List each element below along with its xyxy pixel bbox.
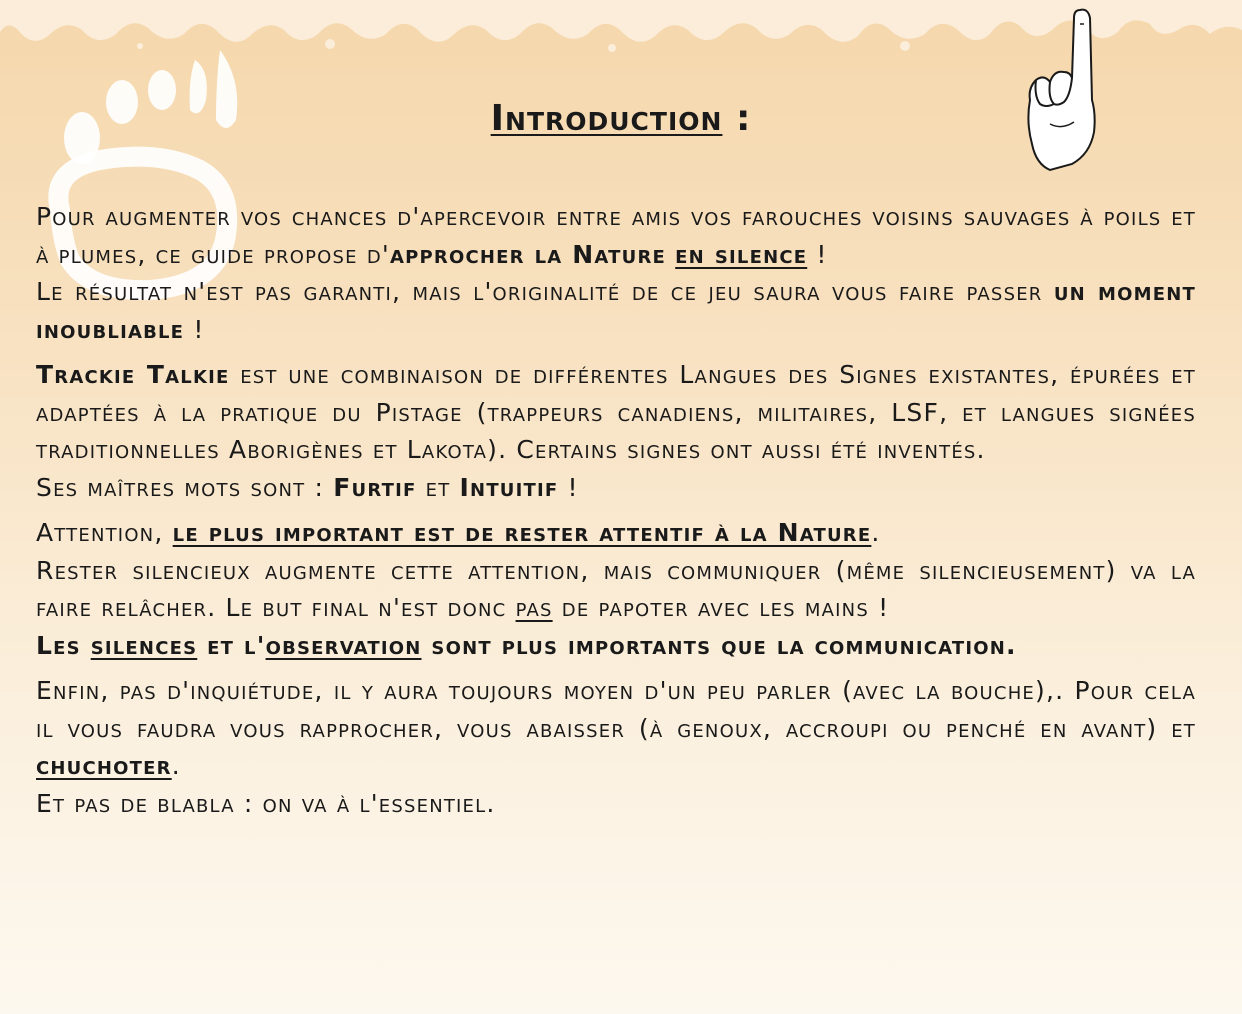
paragraph-whisper	[36, 672, 1196, 785]
text-run: sont plus importants que la communication.	[421, 630, 1017, 660]
paragraph-stay-silent	[36, 552, 1196, 627]
emphasis-approach-nature: approcher la Nature	[389, 239, 667, 269]
text-run: .	[171, 751, 181, 780]
text-run: Enfin, pas d'inquiétude, il y aura toujours moyen d'un peu parler (avec la bouche),. Pour cela il vous faudra vous rapprocher, vous abaisser (à genoux, accroupi ou penché en avant) et	[36, 676, 1196, 743]
text-run: Rester silencieux augmente cette attention, mais communiquer (même silencieusement) va la faire relâcher. Le but final n'est donc	[36, 555, 1196, 622]
emphasis-in-silence: en silence	[675, 239, 808, 269]
text-run: et	[416, 472, 460, 502]
emphasis-intuitif: Intuitif	[459, 472, 559, 502]
text-run: !	[558, 472, 579, 502]
page-title	[0, 98, 1242, 139]
text-run: Attention,	[36, 518, 173, 547]
text-run: !	[807, 239, 828, 269]
intro-content	[36, 198, 1196, 830]
text-run: Et pas de blabla : on va à l'essentiel.	[36, 788, 496, 818]
text-run: !	[184, 314, 205, 344]
pointing-hand-icon	[1010, 4, 1100, 176]
paragraph-no-blabla	[36, 785, 1196, 823]
title-text: Introduction	[490, 98, 723, 139]
text-run: et l'	[197, 630, 266, 660]
paragraph-trackie-talkie	[36, 356, 1196, 469]
paragraph-approach	[36, 198, 1196, 273]
title-colon: :	[722, 98, 752, 139]
emphasis-pas: pas	[515, 593, 553, 622]
emphasis-trackie-talkie: Trackie Talkie	[36, 360, 230, 389]
paragraph-silences-observation	[36, 627, 1196, 665]
paragraph-attention	[36, 514, 1196, 552]
text-run: Le résultat n'est pas garanti, mais l'originalité de ce jeu saura vous faire passer	[36, 277, 1054, 306]
text-run: Ses maîtres mots sont :	[36, 472, 334, 502]
text-run	[666, 240, 675, 269]
text-run: Les	[36, 630, 91, 660]
emphasis-unforgettable-moment: un moment inoubliable	[36, 277, 1197, 344]
paragraph-master-words	[36, 469, 1196, 507]
text-run: Pour augmenter vos chances d'apercevoir entre amis vos farouches voisins sauvages à poils et à plumes, ce guide propose d'	[36, 202, 1196, 269]
emphasis-observation: observation	[265, 630, 422, 660]
emphasis-most-important: le plus important est de rester attentif à la Nature	[172, 518, 872, 547]
paragraph-result	[36, 273, 1196, 348]
emphasis-furtif: Furtif	[333, 472, 417, 502]
text-run: est une combinaison de différentes Langues des Signes existantes, épurées et adaptées à la pratique du Pistage (trappeurs canadiens, militaires, LSF, et langues signées traditionnelles Aborigènes et Lakota). Certains signes ont aussi été inventés.	[36, 360, 1196, 464]
emphasis-silences: silences	[90, 630, 198, 660]
text-run: .	[871, 518, 881, 547]
text-run: de papoter avec les mains !	[552, 593, 890, 622]
emphasis-chuchoter: chuchoter	[36, 751, 172, 780]
